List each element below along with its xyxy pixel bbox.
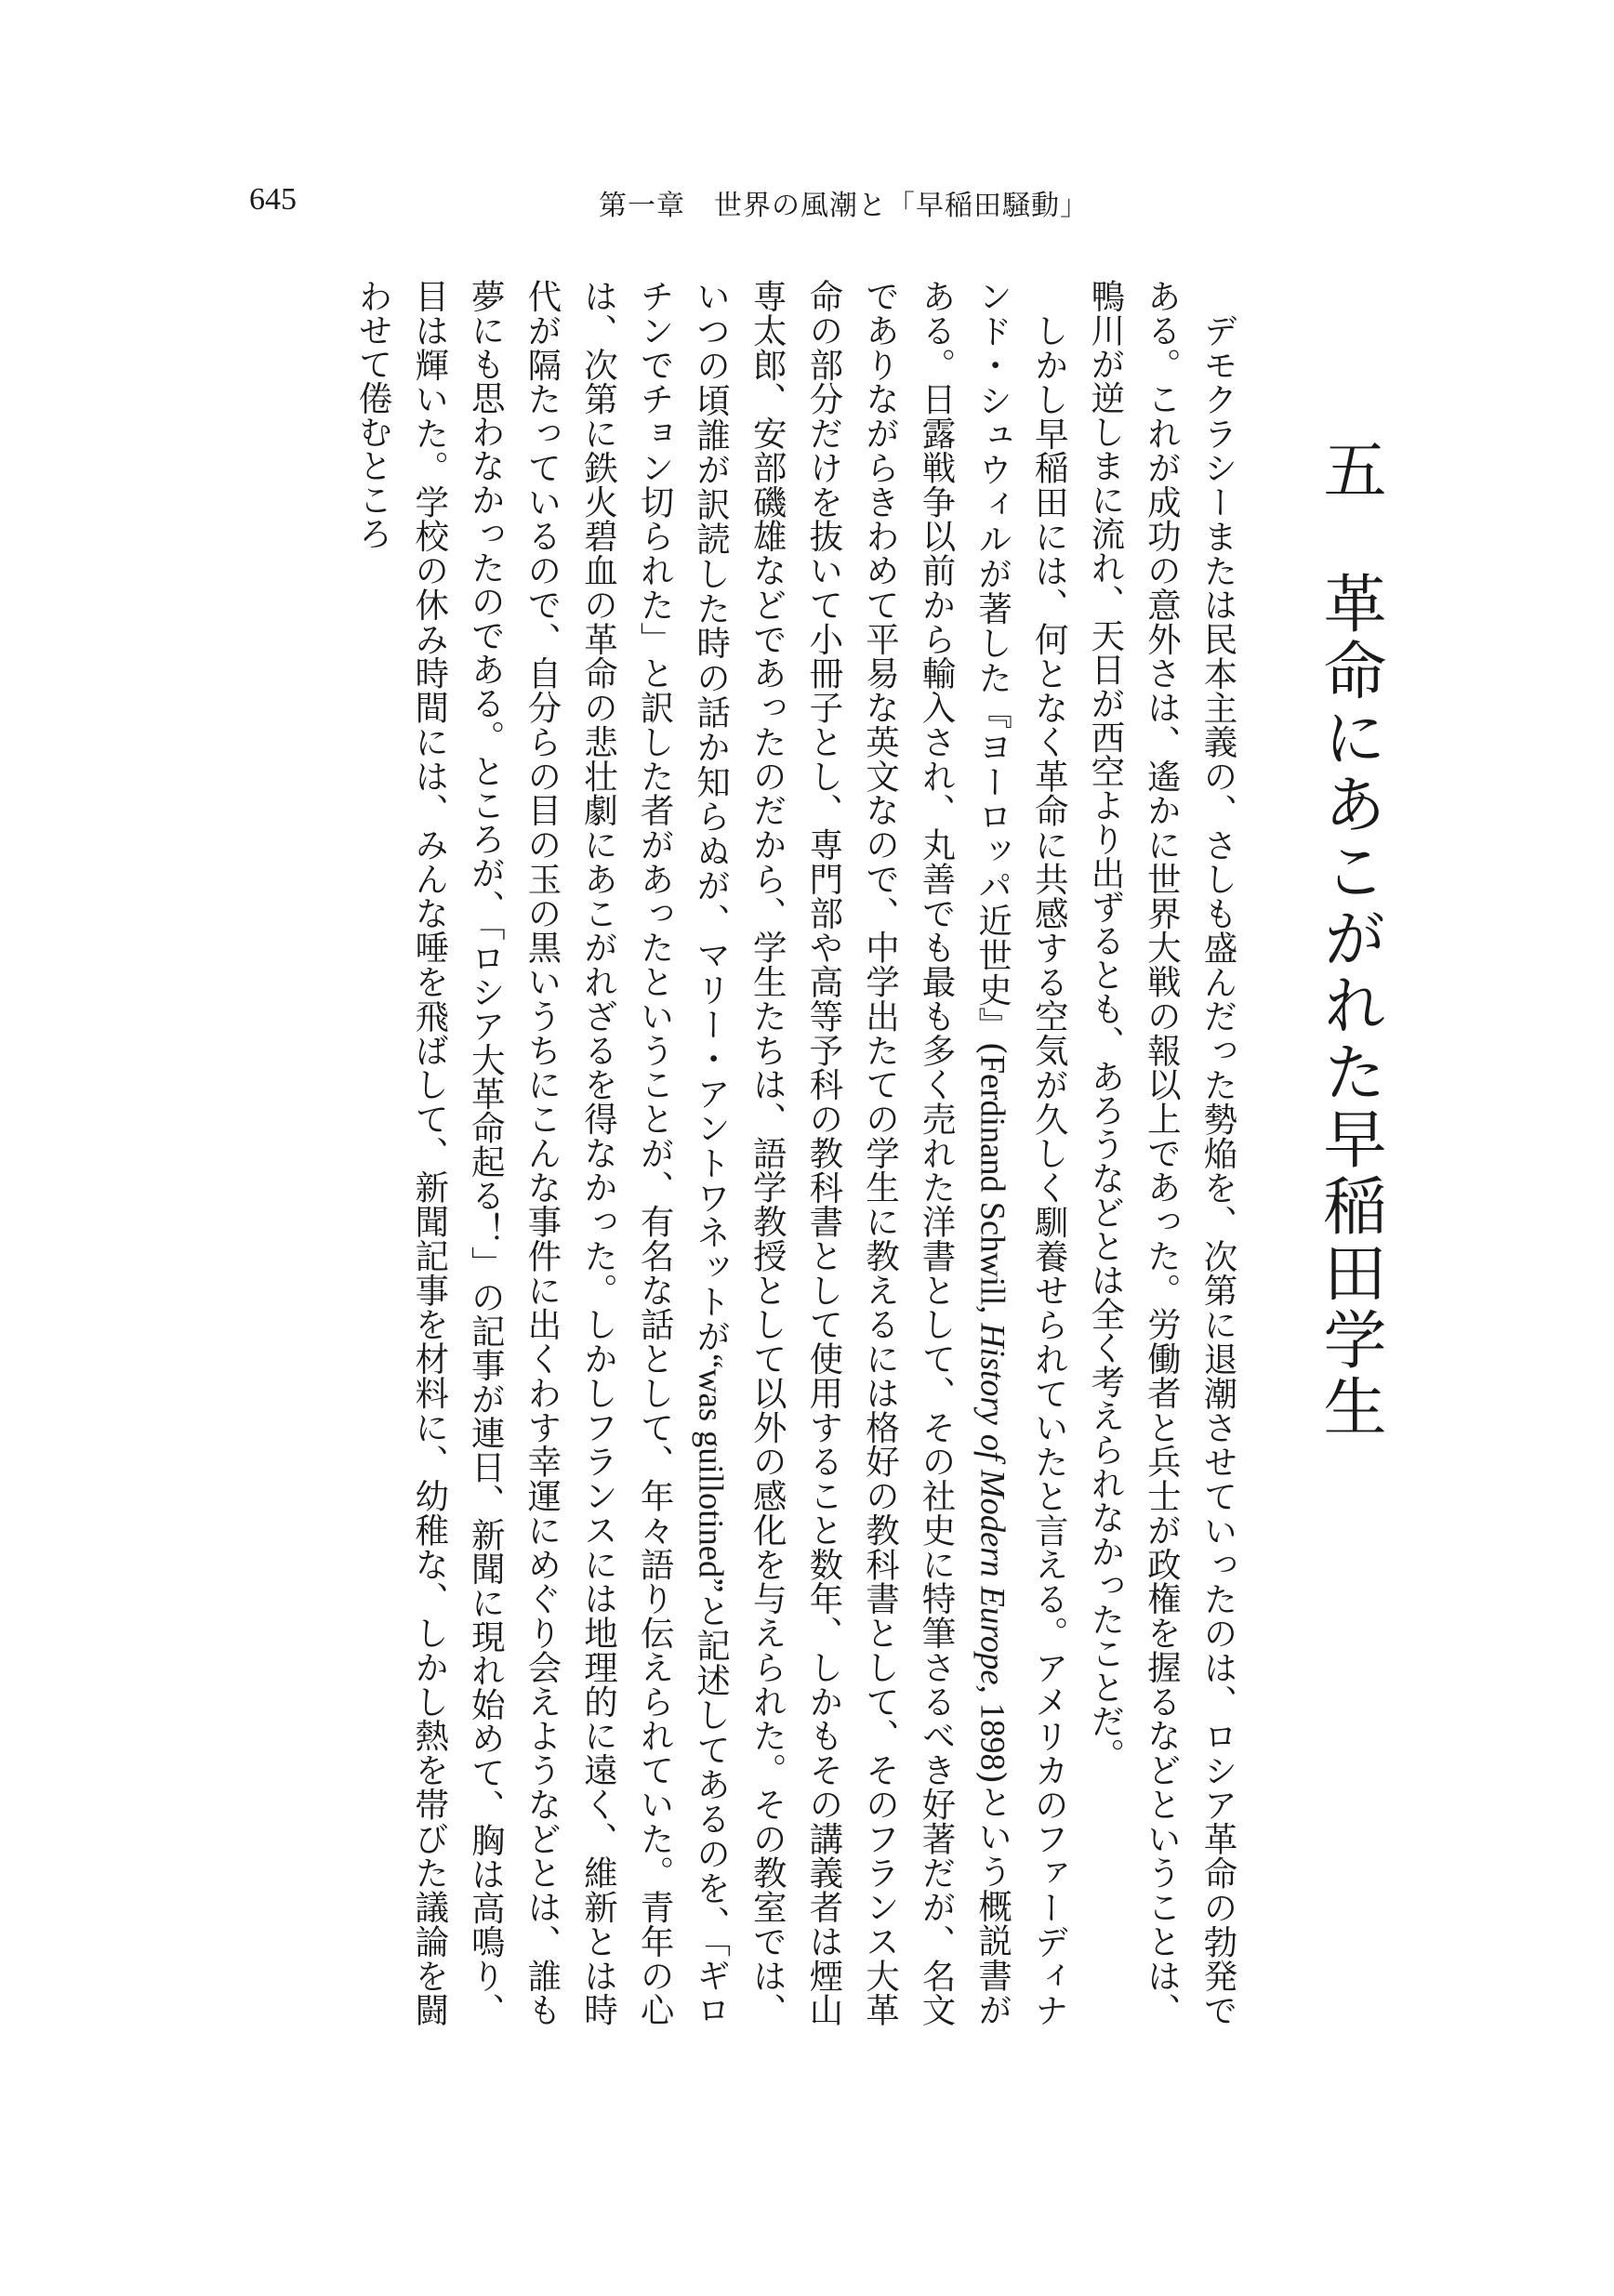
text-segment: History of Modern Europe, bbox=[973, 1323, 1012, 1694]
text-segment: “was guillotined” bbox=[692, 1353, 731, 1593]
text-segment: が訳読した時の話か知らぬが、マリー・アントワネットが bbox=[691, 452, 732, 1354]
text-segment: る。これが成功の意外さは、遙かに世界大戦の報以上であった。労働者と兵士が政権を握るなどということは、鴨川 bbox=[1085, 279, 1183, 2027]
text-segment: りながらきわめて平易な英文なので、中学出たての学生に教えるには格好の教科書として、そのフランス大革命の部 bbox=[803, 279, 901, 2027]
text-segment: ド・シュウィルが著した『ヨーロッパ近世史』( bbox=[972, 313, 1013, 1055]
text-segment: ったのである。ところが、「ロシア大革命起る！」の記事が連日、新聞に現れ始めて、胸は高鳴り、目は輝いた。学 bbox=[409, 279, 507, 2027]
text-segment: しかし早稲田には、何となく革命に共感する空気が久しく馴養せられていたと言える。アメリカのファーディナン bbox=[972, 279, 1070, 2027]
text-segment: Ferdinand Schwill, bbox=[973, 1054, 1012, 1324]
text-segment: が逆しまに流れ、天日が西空より出ずるとも、あろうなどとは全く考えられなかったことだ。 bbox=[1085, 347, 1126, 1772]
text-segment: 1898 bbox=[973, 1693, 1012, 1771]
text-segment: 安部磯雄などであったのだから、学生たちは、語学教授として以外の感化を与えられた。その教室では、いつの頃誰 bbox=[691, 279, 788, 2027]
text-segment: と記述してあるのを、「ギロチンでチ bbox=[635, 279, 732, 2027]
running-header: 第一章 世界の風潮と「早稲田騒動」 bbox=[599, 190, 1089, 222]
text-segment: ョン切られた」と訳した者があったということが、有名な話として、年々語り伝えられていた。青年の心は、次第に bbox=[578, 279, 676, 2027]
section-heading: 五 革命にあこがれた早稲田学生 bbox=[1313, 437, 1386, 1441]
text-segment: デモクラシーまたは民本主義の、さしも盛んだった勢焔を、次第に退潮させていったのは、ロシア革命の勃発であ bbox=[1142, 279, 1238, 2027]
text-segment: る。日露戦争以前から輸入され、丸善でも最も多く売れた洋書として、その社史に特筆さるべき好著だが、名文であ bbox=[860, 279, 958, 2027]
page-number: 645 bbox=[249, 182, 297, 217]
text-segment: )という概説書があ bbox=[917, 279, 1013, 2027]
text-segment: 鉄火碧血の革命の悲壮劇にあこがれざるを得なかった。しかしフランスには地理的に遠く、維新とは時代が隔たって bbox=[522, 279, 619, 2027]
text-segment: 校の休み時間には、みんな唾を飛ばして、新聞記事を材料に、幼稚な、しかし熱を帯びた議論を闘わせて倦むところ bbox=[353, 279, 450, 2027]
body-text bbox=[205, 279, 1246, 2026]
body-paragraph bbox=[345, 279, 1078, 2026]
text-segment: 分だけを抜いて小冊子とし、専門部や高等予科の教科書として使用すること数年、しかもその講義者は煙山専太郎、 bbox=[747, 279, 844, 2027]
body-paragraph bbox=[1077, 279, 1246, 2026]
text-segment: いるので、自分らの目の玉の黒いうちにこんな事件に出くわす幸運にめぐり会えようなどとは、誰も夢にも思わなか bbox=[466, 279, 562, 2027]
